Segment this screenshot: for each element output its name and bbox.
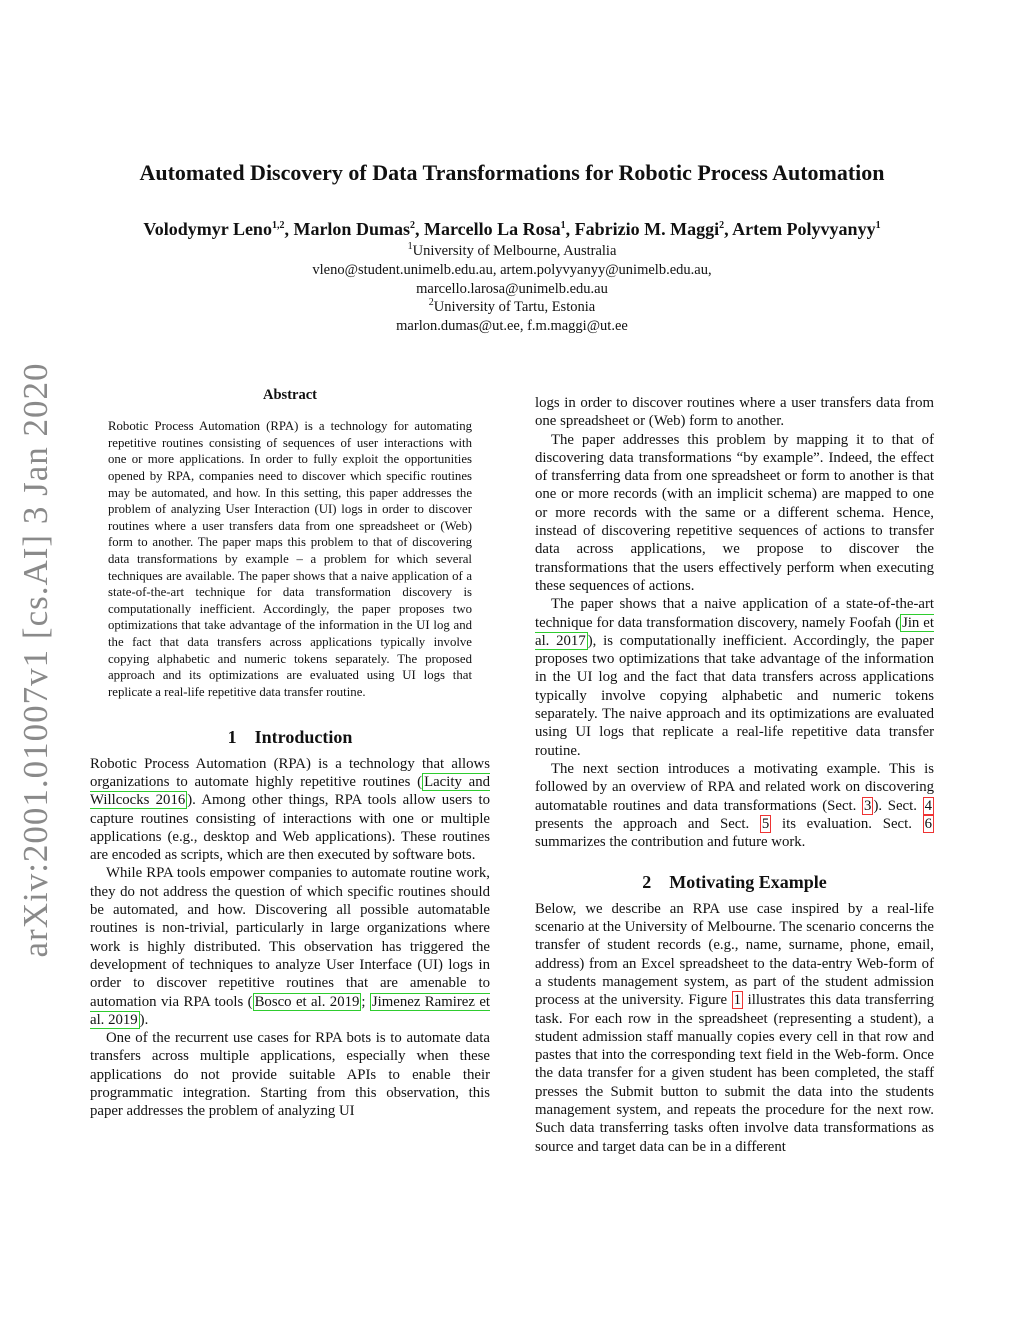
affiliation-sup: 1 — [407, 241, 413, 253]
author-sup: 2 — [409, 220, 415, 231]
author: Volodymyr Leno — [143, 219, 272, 239]
affiliation-name: University of Melbourne, Australia — [412, 243, 617, 259]
figure-ref-link[interactable]: 1 — [733, 992, 742, 1009]
citation-link[interactable]: Jimenez Ramirez et al. 2019 — [90, 993, 490, 1028]
author: Artem Polyvyanyy — [732, 219, 876, 239]
paragraph: The next section introduces a motivating example. This is followed by an overview of RPA and related work on discovering automatable routines and data transformations (Sect. 3 ). Sect. 4 presents the approach and Sect. 5 its evaluation. Sect. 6 summarizes the contribution and future work. — [535, 760, 934, 851]
paper-title: Automated Discovery of Data Transformations for Robotic Process Automation — [139, 160, 885, 185]
paragraph: Below, we describe an RPA use case inspired by a real-life scenario at the University of Melbourne. The scenario concerns the transfer of student records (e.g., name, surname, phone, email, address) from an Excel spreadsheet to the data-entry Web-form of a students management system, as part of the student admission process at the university. Figure 1 illustrates this data transferring task. For each row in the spreadsheet (representing a student), a student admission staff manually copies every cell in that row and pastes that into the corresponding text field in the Web-form. Once the data transfer for a given student has been completed, the staff presses the Submit button to submit the data into the students management system, and repeats the procedure for the next row. Such data transferring tasks often involve data transformations as source and target data can be in a different — [535, 900, 934, 1155]
author-sup: 1 — [875, 220, 881, 231]
affiliation-2-emails: marlon.dumas@ut.ee, f.m.maggi@ut.ee — [396, 318, 628, 334]
citation-link[interactable]: Bosco et al. 2019 — [254, 993, 360, 1010]
citation-link[interactable]: Jin et al. 2017 — [535, 614, 934, 649]
author: Fabrizio M. Maggi — [574, 219, 720, 239]
abstract-text: Robotic Process Automation (RPA) is a technology for automating repetitive routines consisting of sequences of user interactions with one or more applications. In order to fully exploit the opportunities opened by RPA, companies need to discover which specific routines may be automated, and how. In this setting, this paper addresses the problem of analyzing User Interaction (UI) logs in order to discover routines where a user transfers data from one spreadsheet or (Web) form to another. The paper maps this problem to that of discovering data transformations by example – a problem for which several techniques are available. The paper shows that a naive application of a state-of-the-art technique for data transformation discovery is computationally inefficient. Accordingly, the paper proposes two optimizations that take advantage of the information in the UI log and the fact that data transfers across applications typically involve copying alphabetic and numeric tokens separately. The proposed approach and its optimizations are evaluated using UI logs that replicate a real-life repetitive data transfer routine. — [108, 419, 472, 699]
paragraph: logs in order to discover routines where a user transfers data from one spreadsheet or (Web) form to another. — [535, 395, 934, 430]
paragraph: Robotic Process Automation (RPA) is a technology that allows organizations to automate highly repetitive routines ( Lacity and Willcocks 2016 ). Among other things, RPA tools allow users to capture routines consisting of interactions with one or multiple applications (e.g., desktop and Web applications). These routines are encoded as scripts, which are then executed by software bots. — [90, 755, 491, 864]
section-heading-motivating-example — [535, 873, 934, 891]
author: Marcello La Rosa — [423, 219, 561, 239]
author-sup: 1,2 — [271, 220, 285, 231]
affiliation-1-emails: vleno@student.unimelb.edu.au, artem.polyvyanyy@unimelb.edu.au, — [312, 262, 712, 278]
section-heading-introduction — [90, 728, 490, 746]
author-sup: 1 — [560, 220, 566, 231]
paragraph: The paper shows that a naive application of a state-of-the-art technique for data transformation discovery, namely Foofah ( Jin et al. 2017 ), is computationally inefficient. Accordingly, the paper proposes two optimizations that take advantage of the information in the UI log and the fact that data transfers across applications typically involve copying alphabetic and numeric tokens separately. The naive approach and its optimizations are evaluated using UI logs that replicate a real-life repetitive data transfer routine. — [535, 596, 934, 759]
affiliation-name: University of Tartu, Estonia — [433, 299, 596, 315]
left-column — [90, 386, 490, 1121]
citation-link[interactable]: Lacity and Willcocks 2016 — [90, 773, 491, 809]
affiliation-sup: 2 — [428, 297, 434, 309]
paragraph: One of the recurrent use cases for RPA bots is to automate data transfers across multiple applications, especially when these applications do not provide suitable APIs to enable their programmatic integration. Starting from this observation, this paper addresses the problem of analyzing UI — [90, 1030, 490, 1120]
author-list: Volodymyr Leno$^{1,2}$, Marlon Dumas$^2$, Marcello La Rosa$^1$, Fabrizio M. Maggi$^2$, Artem Polyvyanyy$^1$ — [143, 219, 881, 239]
section-ref-link[interactable]: 4 — [924, 797, 932, 814]
affiliation-2 — [0, 299, 1024, 316]
arxiv-stamp-text: arXiv:2001.01007v1 [cs.AI] 3 Jan 2020 — [16, 362, 55, 958]
paragraph: The paper addresses this problem by mapping it to that of discovering data transformations “by example”. Indeed, the effect of transferring data from one spreadsheet or form to another is that one or more records (with an implicit schema) are mapped to one or more records with the same or a different schema. Hence, instead of discovering repetitive sequences of actions to transfer data across applications, we propose to discover the transformations that the users effectively perform when executing these sequences of actions. — [535, 431, 934, 594]
affiliation-1 — [0, 243, 1024, 260]
section-number: 1 — [227, 727, 237, 748]
author: Marlon Dumas — [293, 219, 410, 239]
paragraph: While RPA tools empower companies to automate routine work, they do not address the question of which specific routines should be automated, and how. Discovering all possible automatable routines is non-trivial, particularly in large organizations where work is highly distributed. This observation has triggered the development of techniques to analyze User Interface (UI) logs in order to discover repetitive routines that are amenable to automation via RPA tools ( Bosco et al. 2019 ; Jimenez Ramirez et al. 2019 ). — [90, 865, 490, 1028]
section-title: Introduction — [254, 727, 353, 748]
abstract-heading: Abstract — [263, 387, 317, 403]
section-ref-link[interactable]: 5 — [761, 815, 770, 832]
section-title: Motivating Example — [669, 872, 827, 893]
section-number: 2 — [642, 872, 652, 893]
author-sup: 2 — [719, 220, 725, 231]
right-column — [535, 394, 934, 1156]
affiliation-1-emails-2: marcello.larosa@unimelb.edu.au — [416, 281, 608, 297]
section-ref-link[interactable]: 3 — [864, 797, 872, 814]
section-ref-link[interactable]: 6 — [924, 815, 933, 832]
